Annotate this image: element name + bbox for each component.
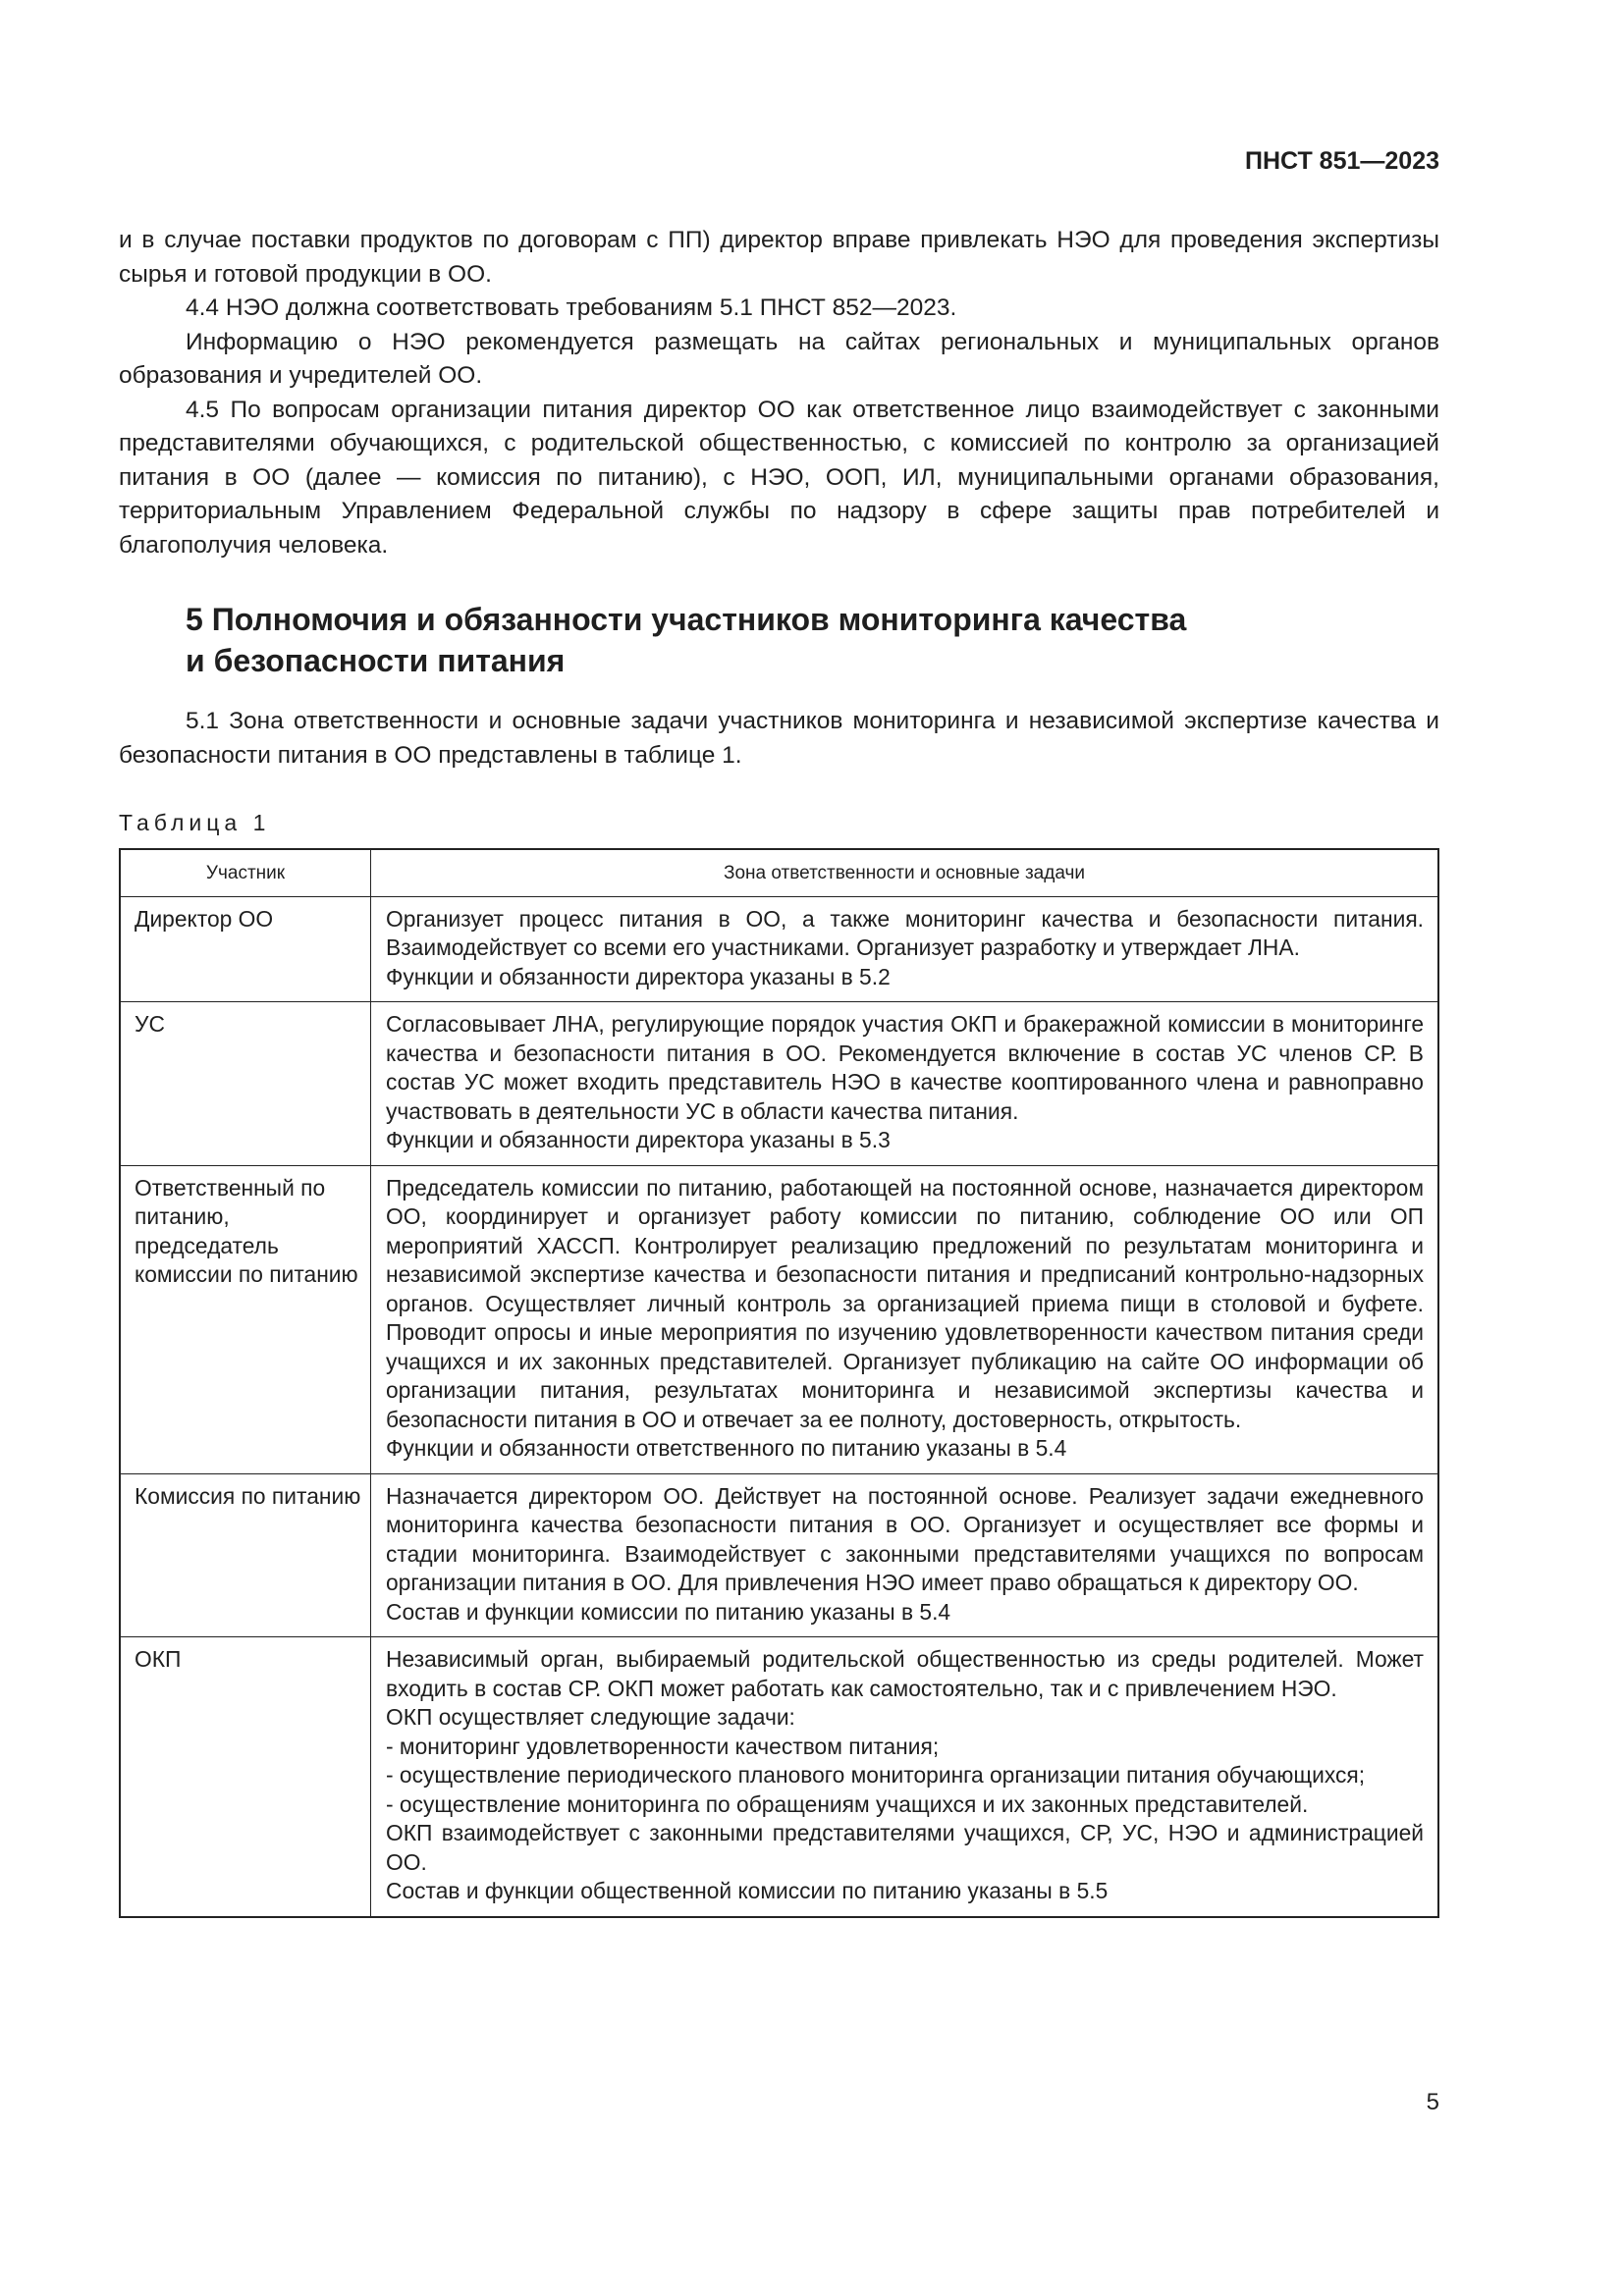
zone-line: Функции и обязанности директора указаны в 5.3 xyxy=(386,1127,891,1152)
participant-cell: УС xyxy=(120,1002,371,1166)
zone-line: Председатель комиссии по питанию, работающей на постоянной основе, назначается директором ОО, координирует и организует работу комиссии по питанию, соблюдение ОО или ОП мероприятий ХАССП. Контролирует реализацию предложений по результатам мониторинга и независимой экспертизе качества и безопасности питания и предписаний контрольно-надзорных органов. Осуществляет личный контроль за организацией приема пищи в столовой и буфете. Проводит опросы и иные мероприятия по изучению удовлетворенности качеством питания среди учащихся и их законных представителей. Организует публикацию на сайте ОО информации об организации питания, результатах мониторинга и независимой экспертизы качества и безопасности питания в ОО и отвечает за ее полноту, достоверность, открытость. xyxy=(386,1174,1424,1432)
table-label: Таблица 1 xyxy=(119,810,271,835)
zone-cell xyxy=(371,1165,1439,1473)
zone-cell xyxy=(371,1002,1439,1166)
paragraph-neo-info: Информацию о НЭО рекомендуется размещать на сайтах региональных и муниципальных органов образования и учредителей ОО. xyxy=(119,328,1439,389)
paragraph-continuation: и в случае поставки продуктов по договорам с ПП) директор вправе привлекать НЭО для проведения экспертизы сырья и готовой продукции в ОО. xyxy=(119,227,1439,288)
table-row xyxy=(120,1473,1438,1637)
zone-cell xyxy=(371,1473,1439,1637)
zone-line: - мониторинг удовлетворенности качеством питания; xyxy=(386,1733,940,1759)
zone-line: Назначается директором ОО. Действует на постоянной основе. Реализует задачи ежедневного мониторинга качества безопасности питания в ОО. Организует и осуществляет все формы и стадии мониторинга. Взаимодействует с законными представителями учащихся по вопросам организации питания в ОО. Для привлечения НЭО имеет право обращаться к директору ОО. xyxy=(386,1482,1424,1595)
section-5-heading xyxy=(119,599,1439,681)
zone-line: - осуществление мониторинга по обращениям учащихся и их законных представителей. xyxy=(386,1790,1309,1817)
table-row xyxy=(120,1165,1438,1473)
participant-cell: Директор ОО xyxy=(120,896,371,1002)
zone-line: - осуществление периодического планового мониторинга организации питания обучающихся; xyxy=(386,1762,1366,1788)
zone-line: Организует процесс питания в ОО, а также мониторинг качества и безопасности питания. Взаимодействует со всеми его участниками. Организует разработку и утверждает ЛНА. xyxy=(386,905,1424,960)
zone-line: Независимый орган, выбираемый родительской общественностью из среды родителей. Может входить в состав СР. ОКП может работать как самостоятельно, так и с привлечением НЭО. xyxy=(386,1646,1424,1701)
zone-cell xyxy=(371,896,1439,1002)
header-zone: Зона ответственности и основные задачи xyxy=(371,849,1439,896)
zone-line: Состав и функции общественной комиссии по питанию указаны в 5.5 xyxy=(386,1878,1109,1903)
zone-line: Функции и обязанности директора указаны в 5.2 xyxy=(386,963,891,989)
participant-cell: Ответственный по питанию, председатель комиссии по питанию xyxy=(120,1165,371,1473)
paragraph-4-5: 4.5 По вопросам организации питания директор ОО как ответственное лицо взаимодействует с законными представителями обучающихся, с родительской общественностью, с комиссией по контролю за организацией питания в ОО (далее — комиссия по питанию), с НЭО, ООП, ИЛ, муниципальными органами образования, территориальным Управлением Федеральной службы по надзору в сфере защиты прав потребителей и благополучия человека. xyxy=(119,396,1439,559)
page-number: 5 xyxy=(1426,2089,1439,2115)
zone-line: Состав и функции комиссии по питанию указаны в 5.4 xyxy=(386,1598,951,1625)
document-code: ПНСТ 851—2023 xyxy=(1245,147,1439,175)
table-row xyxy=(120,1002,1438,1166)
section-title-line-2: и безопасности питания xyxy=(186,643,566,678)
table-header-row xyxy=(120,849,1438,896)
header-participant: Участник xyxy=(120,849,371,896)
table-row xyxy=(120,896,1438,1002)
zone-line: ОКП осуществляет следующие задачи: xyxy=(386,1704,795,1730)
participant-cell: Комиссия по питанию xyxy=(120,1473,371,1637)
paragraph-4-4: 4.4 НЭО должна соответствовать требованиям 5.1 ПНСТ 852—2023. xyxy=(186,294,957,321)
table-row xyxy=(120,1637,1438,1917)
zone-line: Функции и обязанности ответственного по питанию указаны в 5.4 xyxy=(386,1435,1067,1461)
participant-cell: ОКП xyxy=(120,1637,371,1917)
page-content xyxy=(119,224,1439,1918)
section-title-line-1: 5 Полномочия и обязанности участников мониторинга качества xyxy=(186,602,1187,637)
zone-line: ОКП взаимодействует с законными представителями учащихся, СР, УС, НЭО и администрацией ОО. xyxy=(386,1820,1424,1875)
zone-line: Согласовывает ЛНА, регулирующие порядок участия ОКП и бракеражной комиссии в мониторинге качества и безопасности питания в ОО. Рекомендуется включение в состав УС членов СР. В состав УС может входить представитель НЭО в качестве кооптированного члена и равноправно участвовать в деятельности УС в области качества питания. xyxy=(386,1011,1424,1124)
table-body xyxy=(120,896,1438,1917)
paragraph-5-1: 5.1 Зона ответственности и основные задачи участников мониторинга и независимой экспертизе качества и безопасности питания в ОО представлены в таблице 1. xyxy=(119,708,1439,769)
zone-cell xyxy=(371,1637,1439,1917)
responsibility-table xyxy=(119,848,1439,1918)
